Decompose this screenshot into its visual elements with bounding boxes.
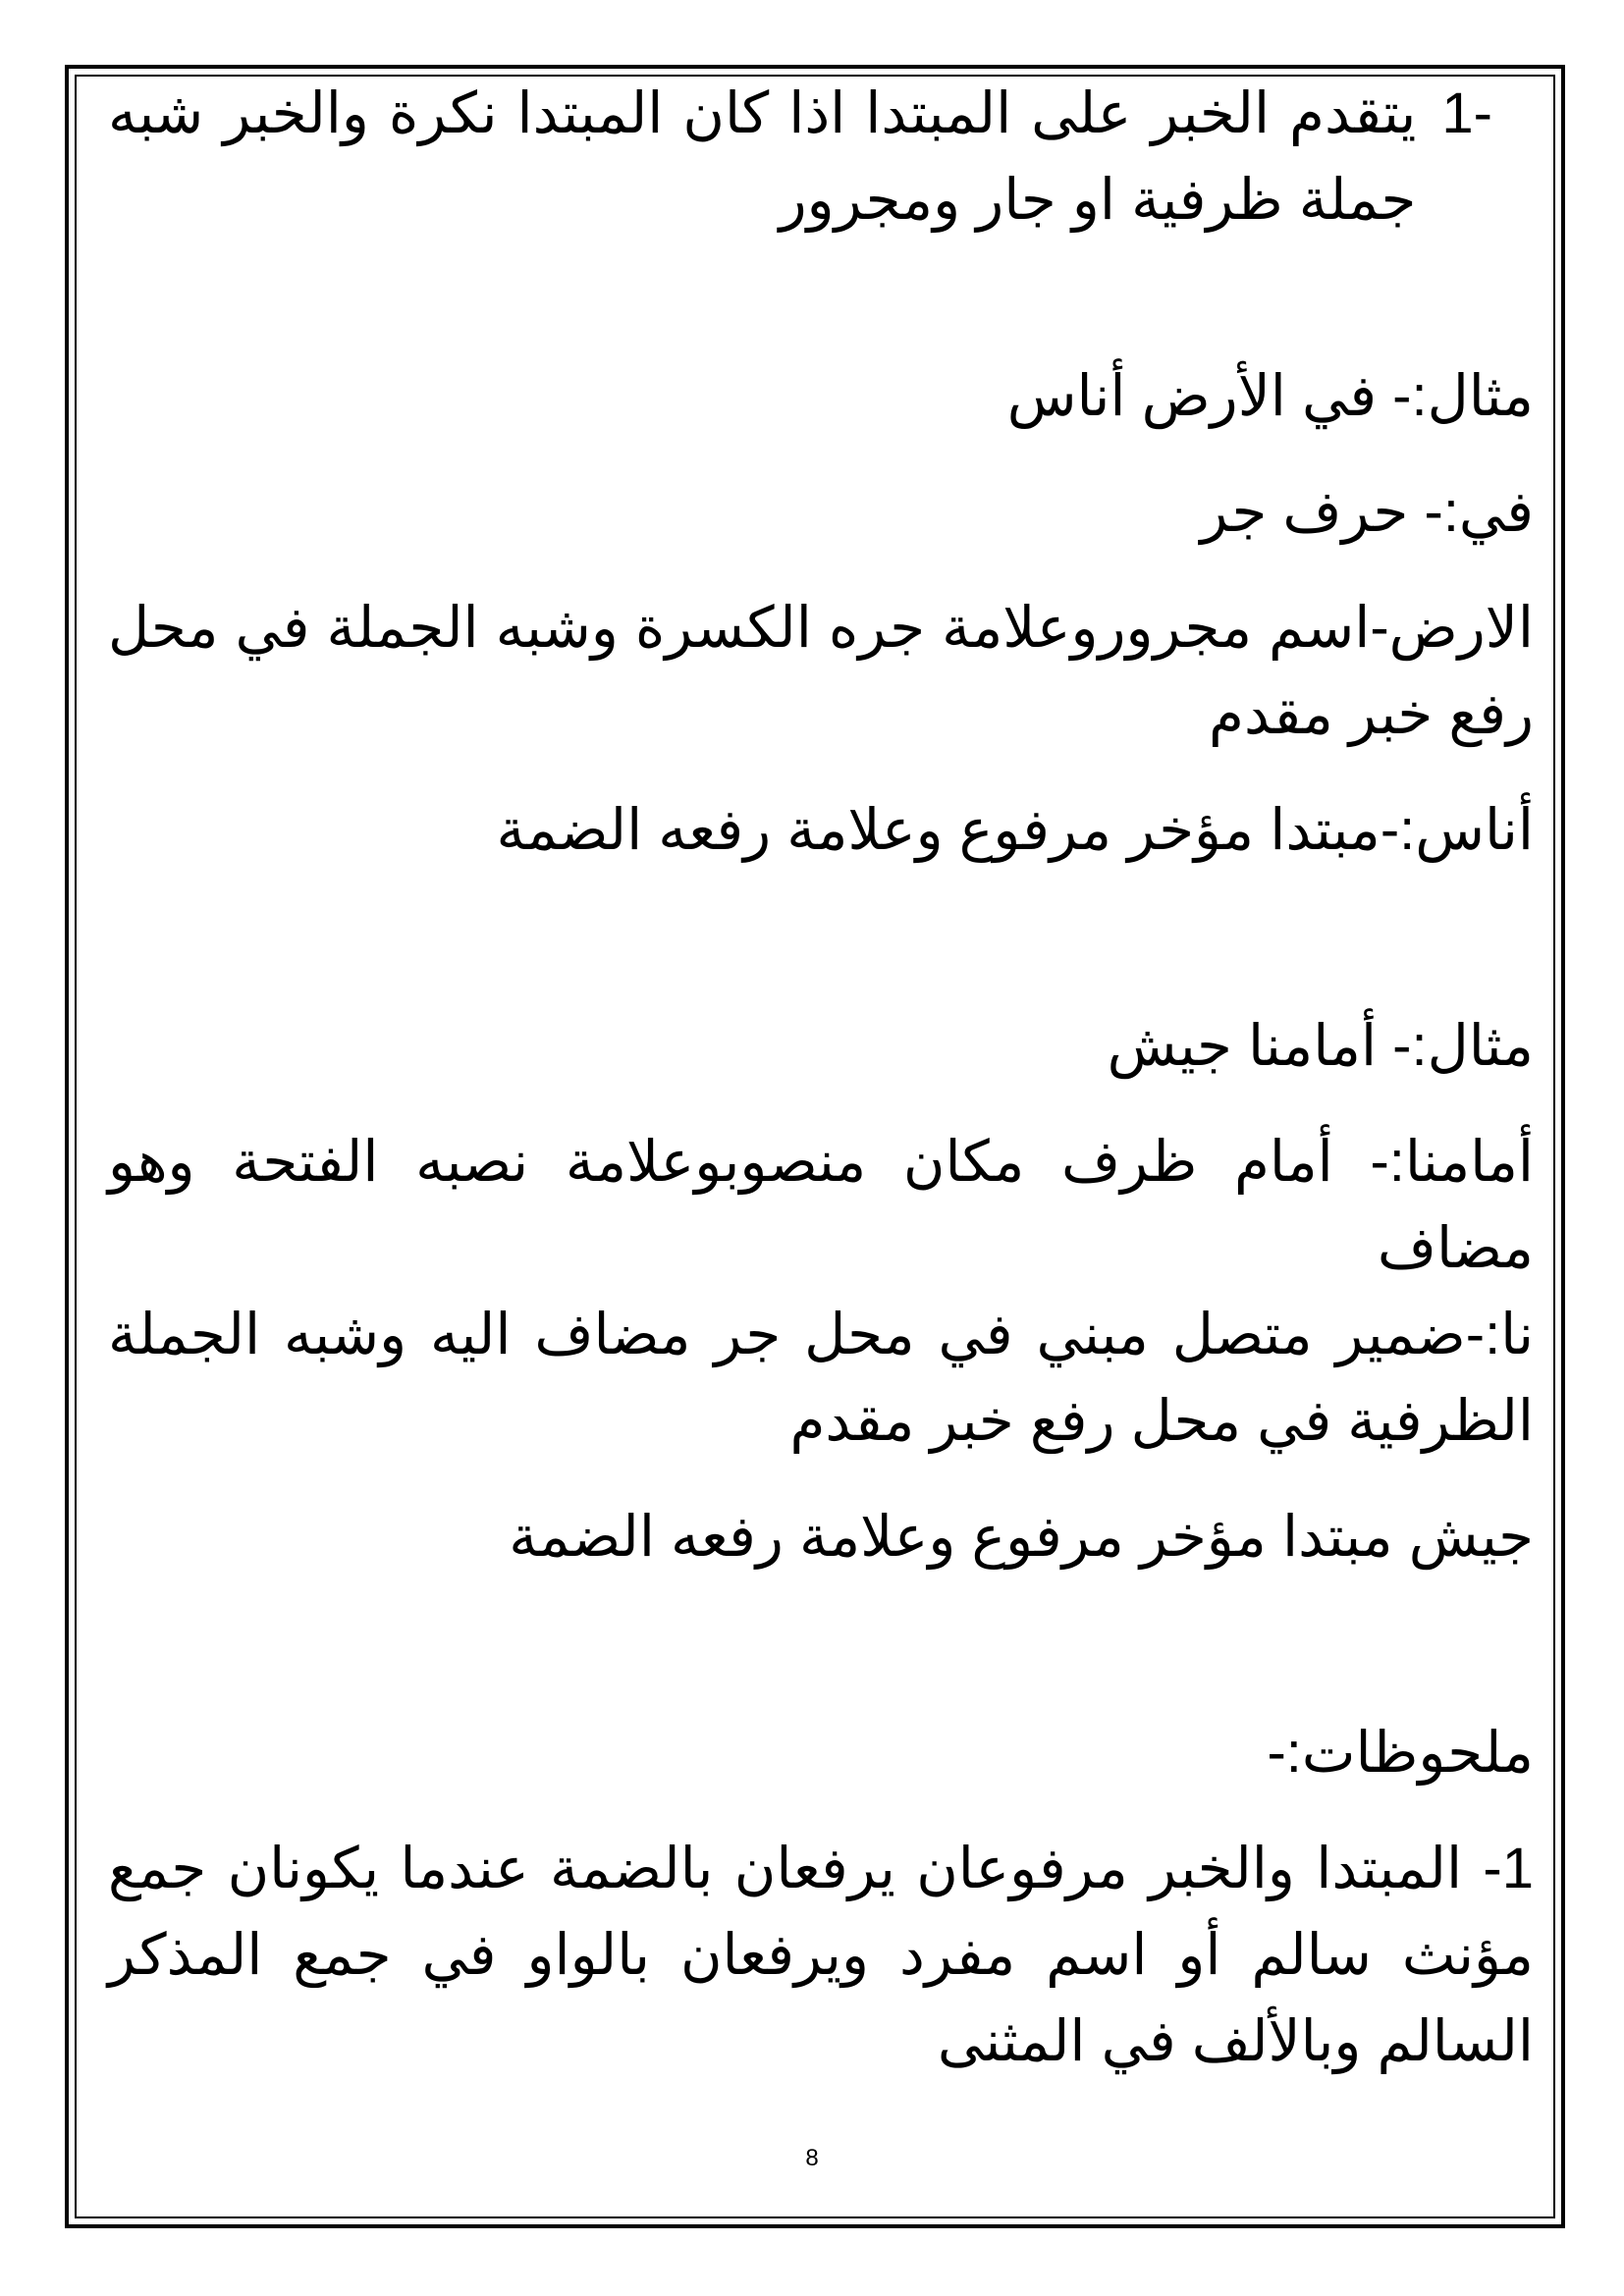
example-1-line: أناس:-مبتدا مؤخر مرفوع وعلامة رفعه الضمة <box>496 798 1534 862</box>
example-2-line: نا:-ضمير متصل مبني في محل جر مضاف اليه وشبه الجملة الظرفية في محل رفع خبر مقدم <box>108 1303 1534 1453</box>
document-body <box>108 71 1534 2085</box>
example-1-line: في:- حرف جر <box>1200 480 1534 544</box>
example-2-line: أمامنا:- أمام ظرف مكان منصوبوعلامة نصبه الفتحة وهو مضاف <box>108 1130 1534 1280</box>
rule-text: يتقدم الخبر على المبتدا اذا كان المبتدا نكرة والخبر شبه جملة ظرفية او جار ومجرور <box>108 81 1417 232</box>
page-number: 8 <box>805 2145 819 2171</box>
rule-item <box>108 71 1534 243</box>
example-1-heading: مثال:- في الأرض أناس <box>1006 364 1534 428</box>
example-1-line: الارض-اسم مجروروعلامة جره الكسرة وشبه الجملة في محل رفع خبر مقدم <box>108 596 1534 746</box>
example-2-line: جيش مبتدا مؤخر مرفوع وعلامة رفعه الضمة <box>509 1505 1534 1569</box>
example-2-heading: مثال:- أمامنا جيش <box>1107 1014 1534 1078</box>
notes-heading: ملحوظات:- <box>1267 1721 1534 1785</box>
rule-number: -1 <box>1441 81 1492 145</box>
note-item: 1- المبتدا والخبر مرفوعان يرفعان بالضمة عندما يكونان جمع مؤنث سالم أو اسم مفرد ويرفعان بالواو في جمع المذكر السالم وبالألف في المثنى <box>108 1837 1534 2073</box>
